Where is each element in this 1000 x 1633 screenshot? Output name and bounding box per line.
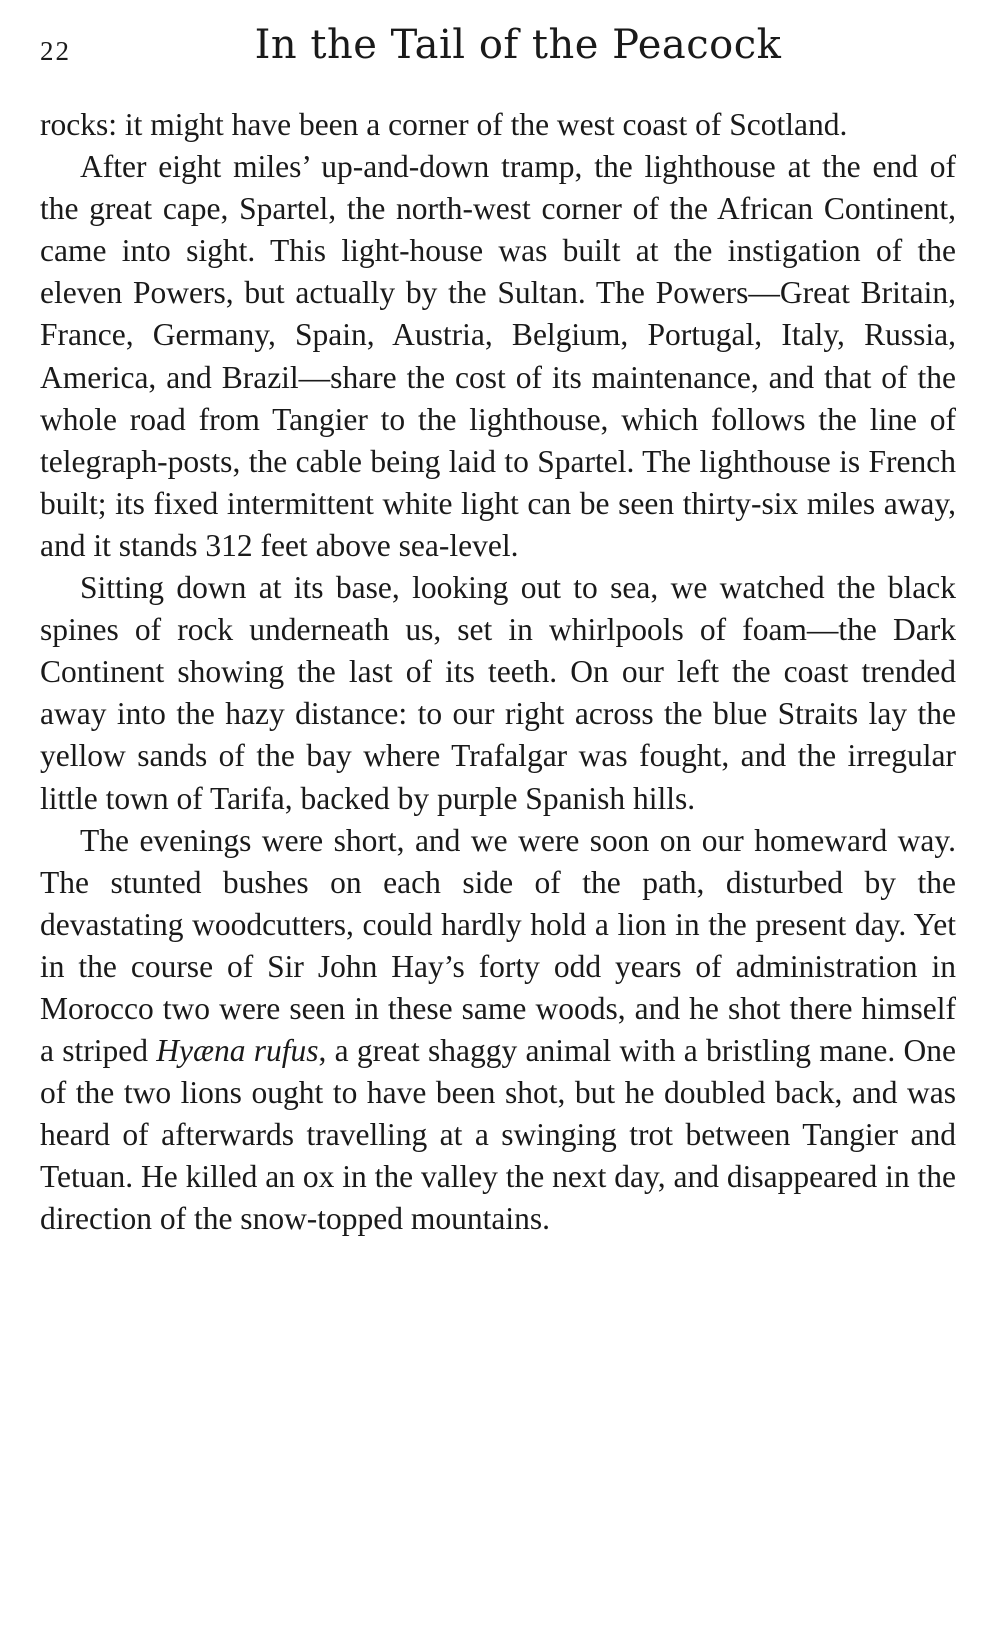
paragraph-3: Sitting down at its base, looking out to sea, we watched the black spines of rock underneath us, set in whirlpools of foam—the Dark Continent showing the last of its teeth. On our left the coast trended away into the hazy distance: to our right across the blue Straits lay the yellow sands of the bay where Trafalgar was fought, and the irregular little town of Tarifa, backed by purple Spanish hills. — [40, 570, 956, 816]
paragraph-1: rocks: it might have been a corner of the west coast of Scotland. — [40, 107, 848, 142]
paragraph-4 — [40, 820, 956, 1241]
species-name-italic: Hyæna rufus — [156, 1033, 319, 1069]
running-head — [40, 22, 956, 82]
paragraph-4-text-before: The evenings were short, and we were soon on our homeward way. The stunted bushes on each side of the path, disturbed by the devastating woodcutters, could hardly hold a lion in the present day. Yet in the course of Sir John Hay’s forty odd years of administration in Morocco two were seen in these same woods, and he shot there himself a striped — [40, 822, 956, 1069]
paragraph-4-text-after: , a great shaggy animal with a bristling mane. One of the two lions ought to have been shot, but he doubled back, and was heard of afterwards travelling at a swinging trot between Tangier and Tetuan. He killed an ox in the valley the next day, and disappeared in the direction of the snow-topped mountains. — [40, 1033, 957, 1237]
paragraph-2: After eight miles’ up-and-down tramp, the lighthouse at the end of the great cape, Spartel, the north-west corner of the African Continent, came into sight. This light-house was built at the instigation of the eleven Powers, but actually by the Sultan. The Powers—Great Britain, France, Germany, Spain, Austria, Belgium, Portugal, Italy, Russia, America, and Brazil—share the cost of its maintenance, and that of the whole road from Tangier to the lighthouse, which follows the line of telegraph-posts, the cable being laid to Spartel. The lighthouse is French built; its fixed intermittent white light can be seen thirty-six miles away, and it stands 312 feet above sea-level. — [40, 149, 956, 563]
page-number: 22 — [40, 36, 71, 66]
book-title: In the Tail of the Peacock — [254, 22, 782, 68]
text-body — [40, 104, 956, 1241]
